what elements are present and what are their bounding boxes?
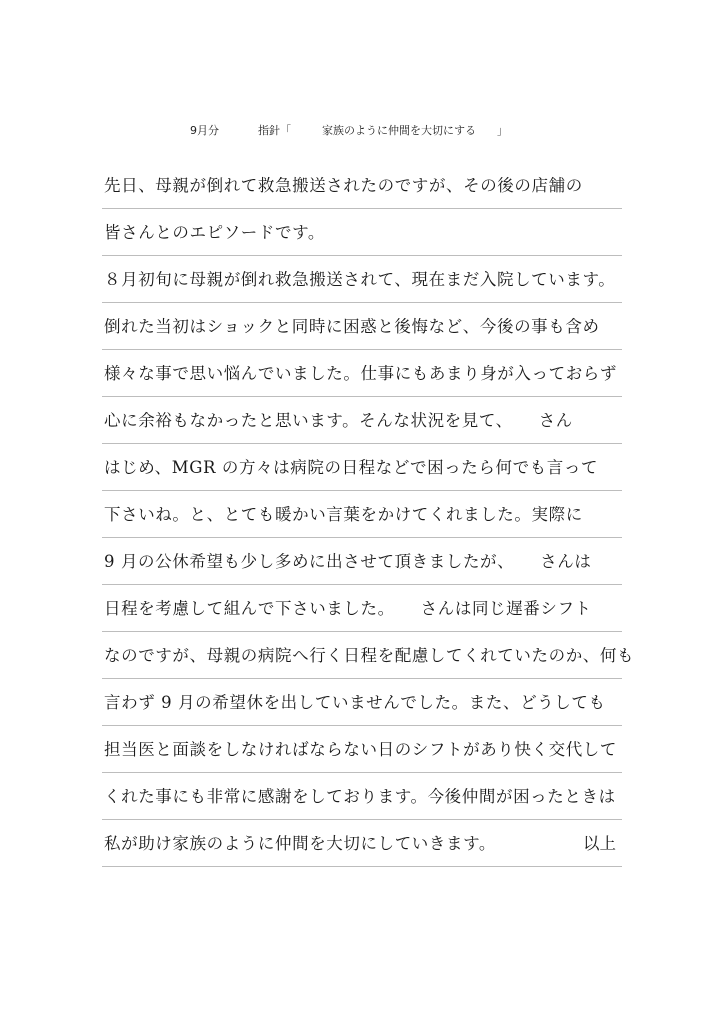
ruled-line — [102, 585, 622, 632]
ruled-line — [102, 491, 622, 538]
closing-remark: 以上 — [583, 834, 616, 853]
ruled-text-body — [102, 162, 635, 867]
ruled-line — [102, 256, 622, 303]
ruled-line — [102, 162, 622, 209]
line-text: なのですが、母親の病院へ行く日程を配慮してくれていたのか、何も — [104, 646, 635, 665]
line-text: 言わず 9 月の希望休を出していませんでした。また、どうしても — [104, 693, 606, 712]
line-text: 日程を考慮して組んで下さいました。 さんは同じ遅番シフト — [104, 599, 592, 618]
line-text: くれた事にも非常に感謝をしております。今後仲間が困ったときは — [104, 787, 616, 806]
ruled-line — [102, 444, 622, 491]
guideline-close-bracket: 」 — [497, 124, 508, 137]
line-text: ８月初旬に母親が倒れ救急搬送されて、現在まだ入院しています。 — [104, 270, 616, 289]
line-text: 担当医と面談をしなければならない日のシフトがあり快く交代して — [104, 740, 617, 759]
line-text: 私が助け家族のように仲間を大切にしていきます。 — [104, 834, 496, 853]
ruled-line — [102, 820, 622, 867]
ruled-line — [102, 397, 622, 444]
line-text: 倒れた当初はショックと同時に困惑と後悔など、今後の事も含め — [104, 317, 600, 336]
ruled-line — [102, 303, 622, 350]
ruled-line — [102, 726, 622, 773]
line-text: 下さいね。と、とても暖かい言葉をかけてくれました。実際に — [104, 505, 583, 524]
line-text: 様々な事で思い悩んでいました。仕事にもあまり身が入っておらず — [104, 364, 617, 383]
ruled-line — [102, 632, 635, 679]
document-header — [0, 122, 724, 142]
ruled-line — [102, 209, 622, 256]
ruled-line — [102, 538, 622, 585]
line-text: 9 月の公休希望も少し多めに出させて頂きましたが、 さんは — [104, 552, 592, 571]
guideline-theme: 家族のように仲間を大切にする — [322, 124, 476, 137]
line-text: 皆さんとのエピソードです。 — [104, 223, 325, 242]
ruled-line — [102, 679, 622, 726]
ruled-line — [102, 350, 622, 397]
line-text: はじめ、MGR の方々は病院の日程などで困ったら何でも言って — [104, 458, 599, 477]
line-text: 心に余裕もなかったと思います。そんな状況を見て、 さん — [104, 411, 573, 430]
month-label: 9月分 — [190, 124, 219, 137]
ruled-line — [102, 773, 622, 820]
guideline-label: 指針「 — [258, 124, 291, 137]
line-text: 先日、母親が倒れて救急搬送されたのですが、その後の店舗の — [104, 176, 583, 195]
